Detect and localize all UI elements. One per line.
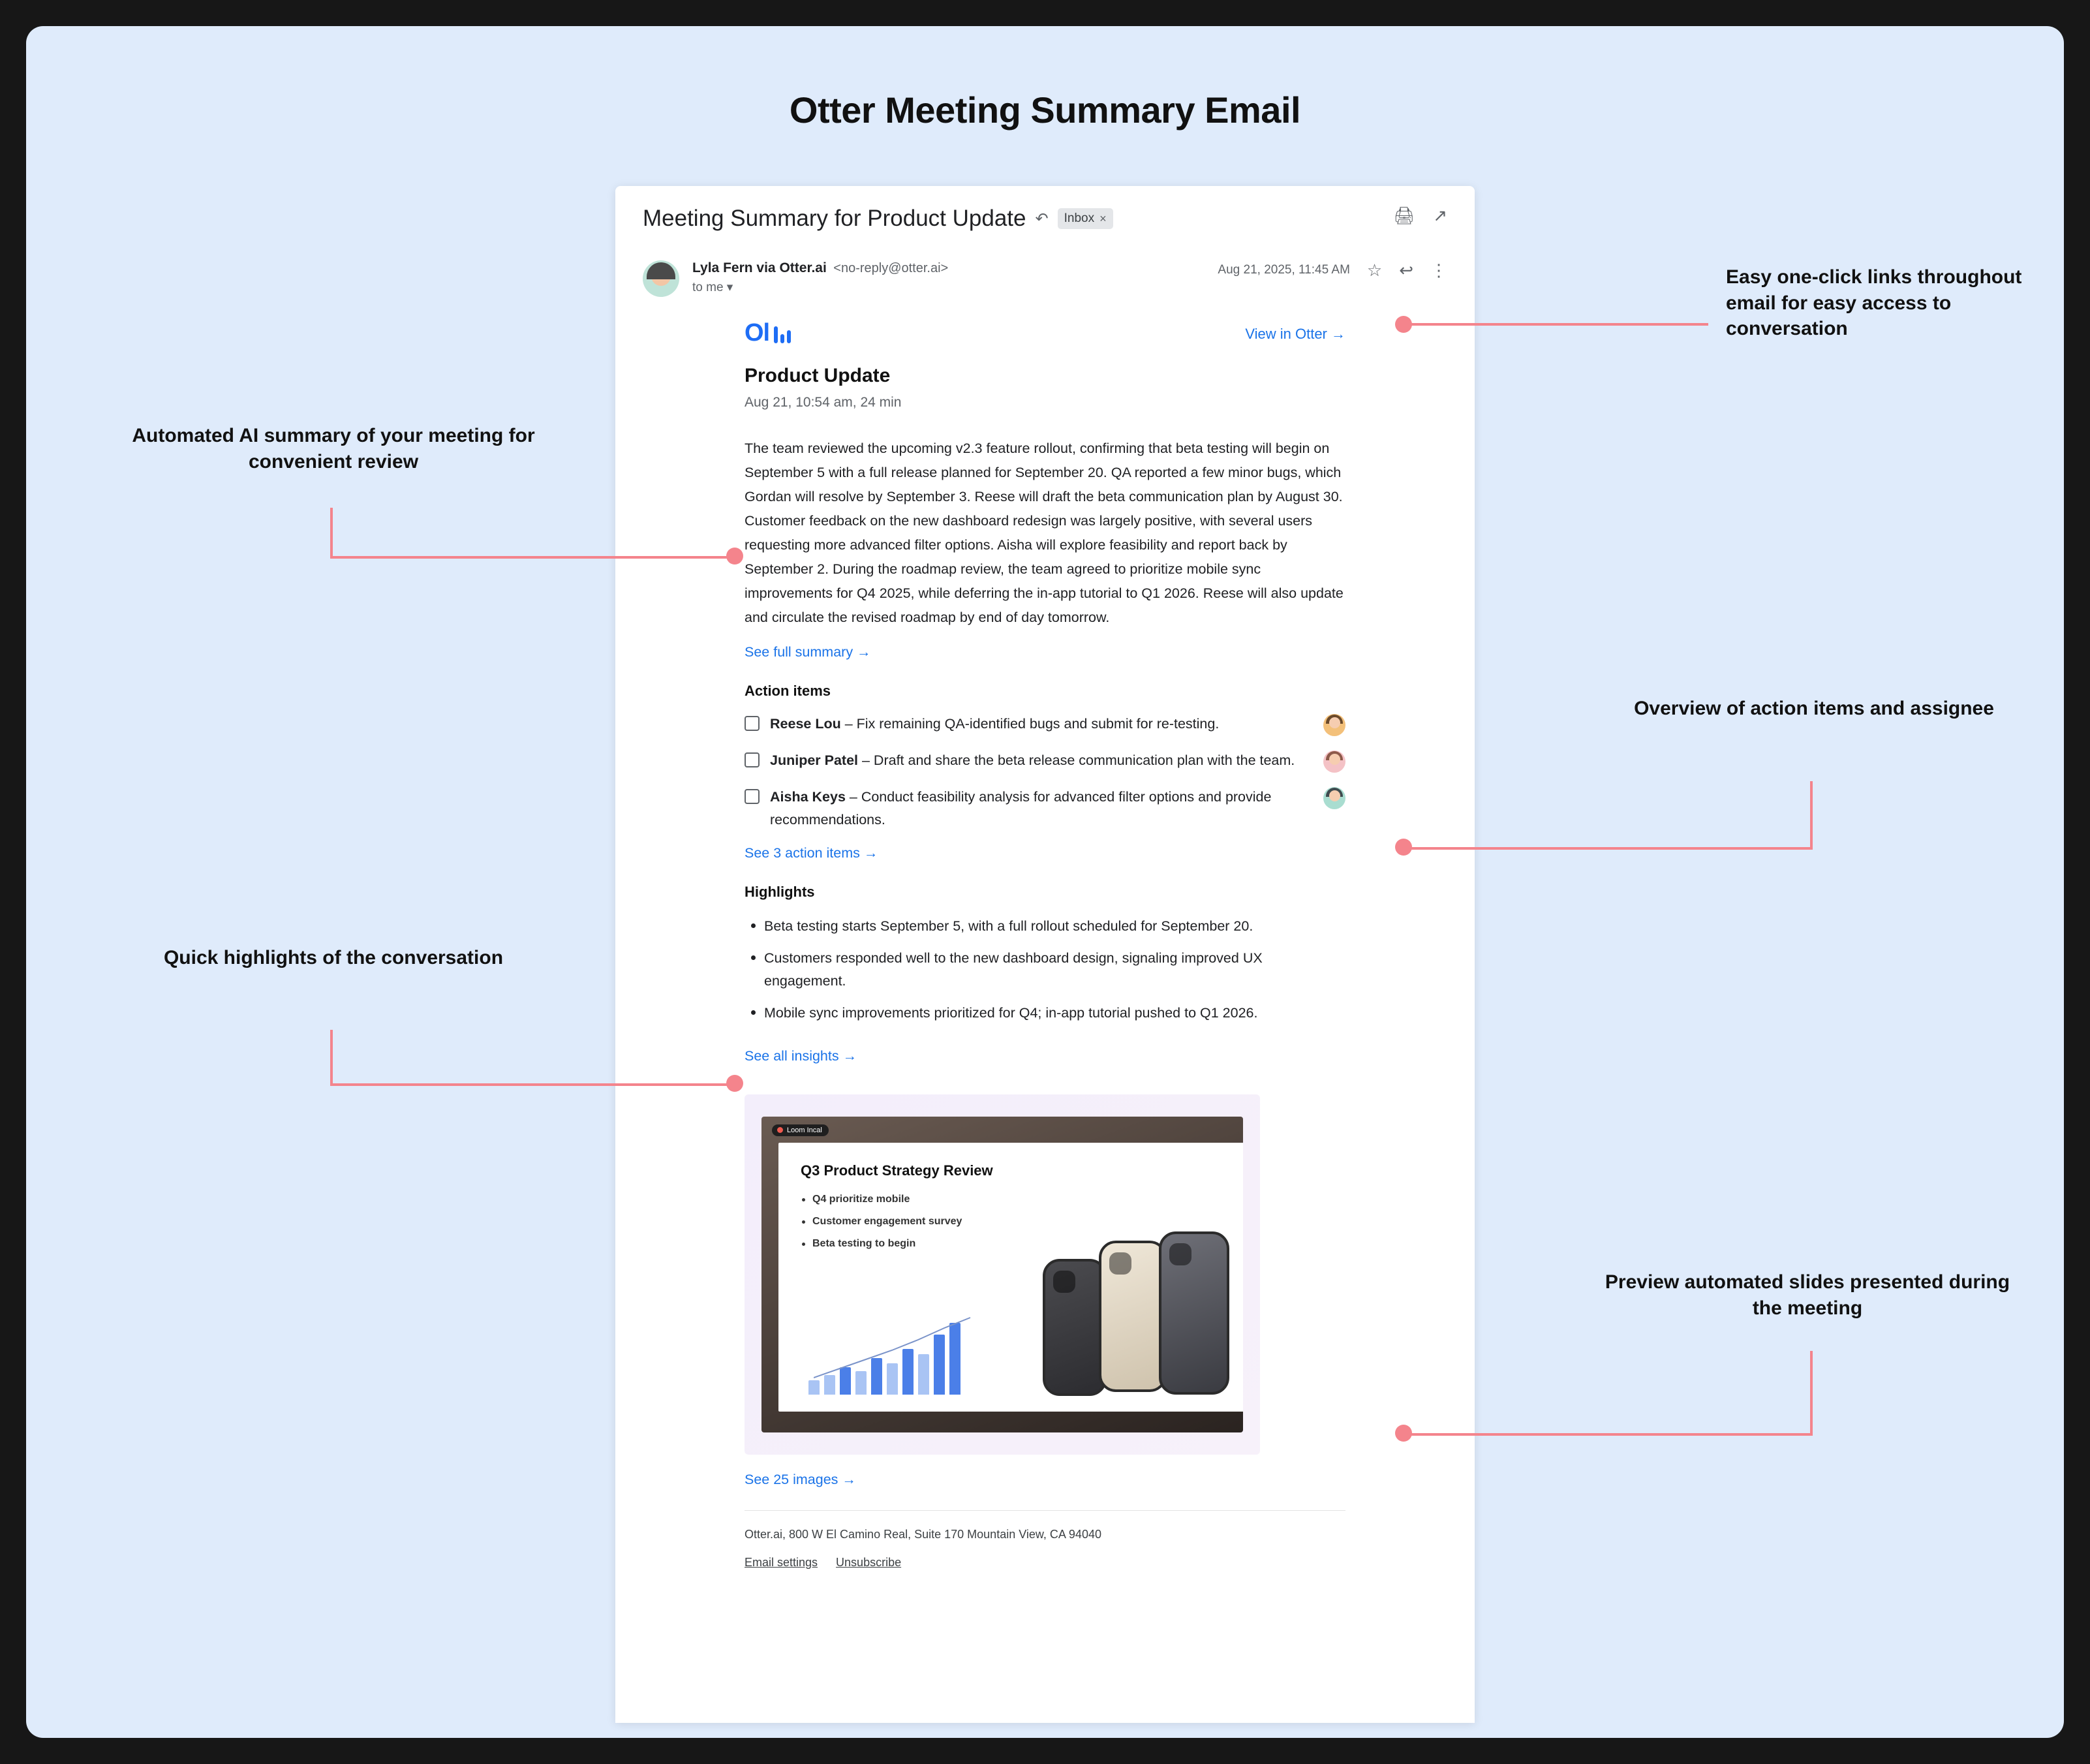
slide-title: Q3 Product Strategy Review <box>801 1162 993 1179</box>
conversation-meta: Aug 21, 10:54 am, 24 min <box>745 395 902 410</box>
action-item-assignee: Aisha Keys <box>770 788 846 805</box>
action-item-assignee: Juniper Patel <box>770 752 859 768</box>
annotation-leader-actions <box>1395 781 1813 856</box>
action-items-heading: Action items <box>745 682 831 699</box>
slide-content <box>778 1143 1243 1412</box>
slide-bullet: Customer engagement survey <box>801 1216 1242 1228</box>
assignee-avatar <box>1323 787 1345 809</box>
otter-logo-bars <box>774 326 791 343</box>
highlights-heading: Highlights <box>745 884 815 901</box>
action-item-text <box>770 713 1313 735</box>
sender-name: Lyla Fern via Otter.ai <box>692 260 827 275</box>
sender-info <box>692 260 948 295</box>
subject-row <box>643 206 1447 232</box>
action-item-text <box>770 786 1313 831</box>
see-full-summary-link[interactable]: See full summary → <box>745 643 871 660</box>
annotation-actions: Overview of action items and assignee <box>1634 698 1994 719</box>
email-content <box>615 297 1475 1570</box>
recorder-badge <box>772 1124 829 1136</box>
open-in-new-icon[interactable]: ↗ <box>1433 206 1447 225</box>
reply-icon[interactable]: ↩ <box>1399 260 1413 280</box>
footer-address: Otter.ai, 800 W El Camino Real, Suite 170 Mountain View, CA 94040 <box>745 1527 1101 1541</box>
slide-bar-chart <box>808 1310 985 1395</box>
highlight-item: Beta testing starts September 5, with a full rollout scheduled for September 20. <box>745 915 1345 938</box>
unsubscribe-link[interactable]: Unsubscribe <box>836 1555 902 1569</box>
more-vert-icon[interactable]: ⋮ <box>1430 260 1447 280</box>
close-icon[interactable]: × <box>1099 211 1107 225</box>
ai-summary-text: The team reviewed the upcoming v2.3 feature rollout, confirming that beta testing will begin on September 5 with a full release planned for September 20. QA reported a few minor bugs, which Gordan will resolve by September 3. Reese will draft the beta communication plan by August 30. Customer feedback on the new dashboard redesign was largely positive, with several users requesting more advanced filter options. Aisha will explore feasibility and report back by September 2. During the roadmap review, the team agreed to prioritize mobile sync improvements for Q4 2025, while deferring the in-app tutorial to Q1 2026. Reese will also update and circulate the revised roadmap by end of day tomorrow. <box>745 441 1344 625</box>
otter-logo-icon <box>745 319 791 347</box>
action-item-checkbox[interactable] <box>745 752 760 767</box>
poster-canvas <box>26 26 2064 1738</box>
slide-preview[interactable] <box>745 1094 1260 1455</box>
conversation-title: Product Update <box>745 365 891 386</box>
recipient-line[interactable]: to me ▾ <box>692 281 733 294</box>
label-chip[interactable] <box>1058 208 1113 229</box>
action-item-task: – Fix remaining QA-identified bugs and submit for re-testing. <box>840 715 1220 732</box>
annotation-highlights: Quick highlights of the conversation <box>163 947 504 968</box>
sender-email: <no-reply@otter.ai> <box>833 261 949 275</box>
message-meta <box>1218 262 1447 279</box>
annotation-leader-links <box>1395 316 1708 335</box>
action-item-assignee: Reese Lou <box>770 715 841 732</box>
message-date: Aug 21, 2025, 11:45 AM <box>1218 263 1350 277</box>
annotation-leader-summary <box>330 508 748 566</box>
sender-row <box>615 246 1475 297</box>
footer-divider <box>745 1510 1345 1511</box>
slide-bullet: Beta testing to begin <box>801 1238 1242 1250</box>
view-in-otter-link[interactable]: View in Otter → <box>1245 326 1345 342</box>
email-window <box>615 186 1475 1723</box>
slide-trend-line <box>814 1314 977 1385</box>
see-images-link[interactable]: See 25 images → <box>745 1471 856 1487</box>
action-item[interactable] <box>745 786 1345 831</box>
action-item[interactable] <box>745 749 1345 773</box>
otter-logo-text: Ol <box>745 319 770 347</box>
action-item-task: – Draft and share the beta release communication plan with the team. <box>858 752 1295 768</box>
page-title: Otter Meeting Summary Email <box>789 89 1301 131</box>
brand-row <box>745 319 1345 347</box>
annotation-leader-highlights <box>330 1030 748 1094</box>
recipient-text: to me <box>692 281 724 294</box>
slide-bullet: Q4 prioritize mobile <box>801 1194 1242 1205</box>
slide-frame <box>761 1117 1243 1432</box>
see-action-items-link[interactable]: See 3 action items → <box>745 845 878 861</box>
annotation-leader-slides <box>1395 1351 1813 1442</box>
email-settings-link[interactable]: Email settings <box>745 1555 818 1569</box>
annotation-summary: Automated AI summary of your meeting for convenient review <box>132 425 535 472</box>
highlight-item: Mobile sync improvements prioritized for Q4; in-app tutorial pushed to Q1 2026. <box>745 1002 1345 1025</box>
highlights-list <box>745 915 1345 1024</box>
action-item-task: – Conduct feasibility analysis for advanced filter options and provide recommendations. <box>770 788 1272 828</box>
see-all-insights-link[interactable]: See all insights → <box>745 1047 857 1064</box>
recorder-label: Loom Incal <box>787 1126 822 1134</box>
highlight-item: Customers responded well to the new dashboard design, signaling improved UX engagement. <box>745 947 1345 993</box>
slide-phone-image <box>1043 1192 1238 1401</box>
footer-links <box>745 1556 1345 1570</box>
assignee-avatar <box>1323 750 1345 773</box>
record-dot-icon <box>777 1127 783 1133</box>
action-item-text <box>770 749 1313 772</box>
star-icon[interactable]: ☆ <box>1366 260 1383 280</box>
action-item-checkbox[interactable] <box>745 716 760 731</box>
avatar <box>643 260 679 297</box>
mail-header <box>615 186 1475 246</box>
annotation-slides: Preview automated slides presented during the meeting <box>1605 1271 2010 1319</box>
print-icon[interactable]: 🖨 <box>1393 206 1415 225</box>
assignee-avatar <box>1323 714 1345 736</box>
action-item[interactable] <box>745 713 1345 736</box>
annotation-links: Easy one-click links throughout email for easy access to conversation <box>1726 266 2022 340</box>
action-item-checkbox[interactable] <box>745 789 760 804</box>
reply-all-icon: ↶ <box>1035 209 1049 228</box>
label-chip-text: Inbox <box>1064 211 1095 225</box>
header-actions <box>1393 207 1447 224</box>
page-subject: Meeting Summary for Product Update <box>643 206 1026 231</box>
